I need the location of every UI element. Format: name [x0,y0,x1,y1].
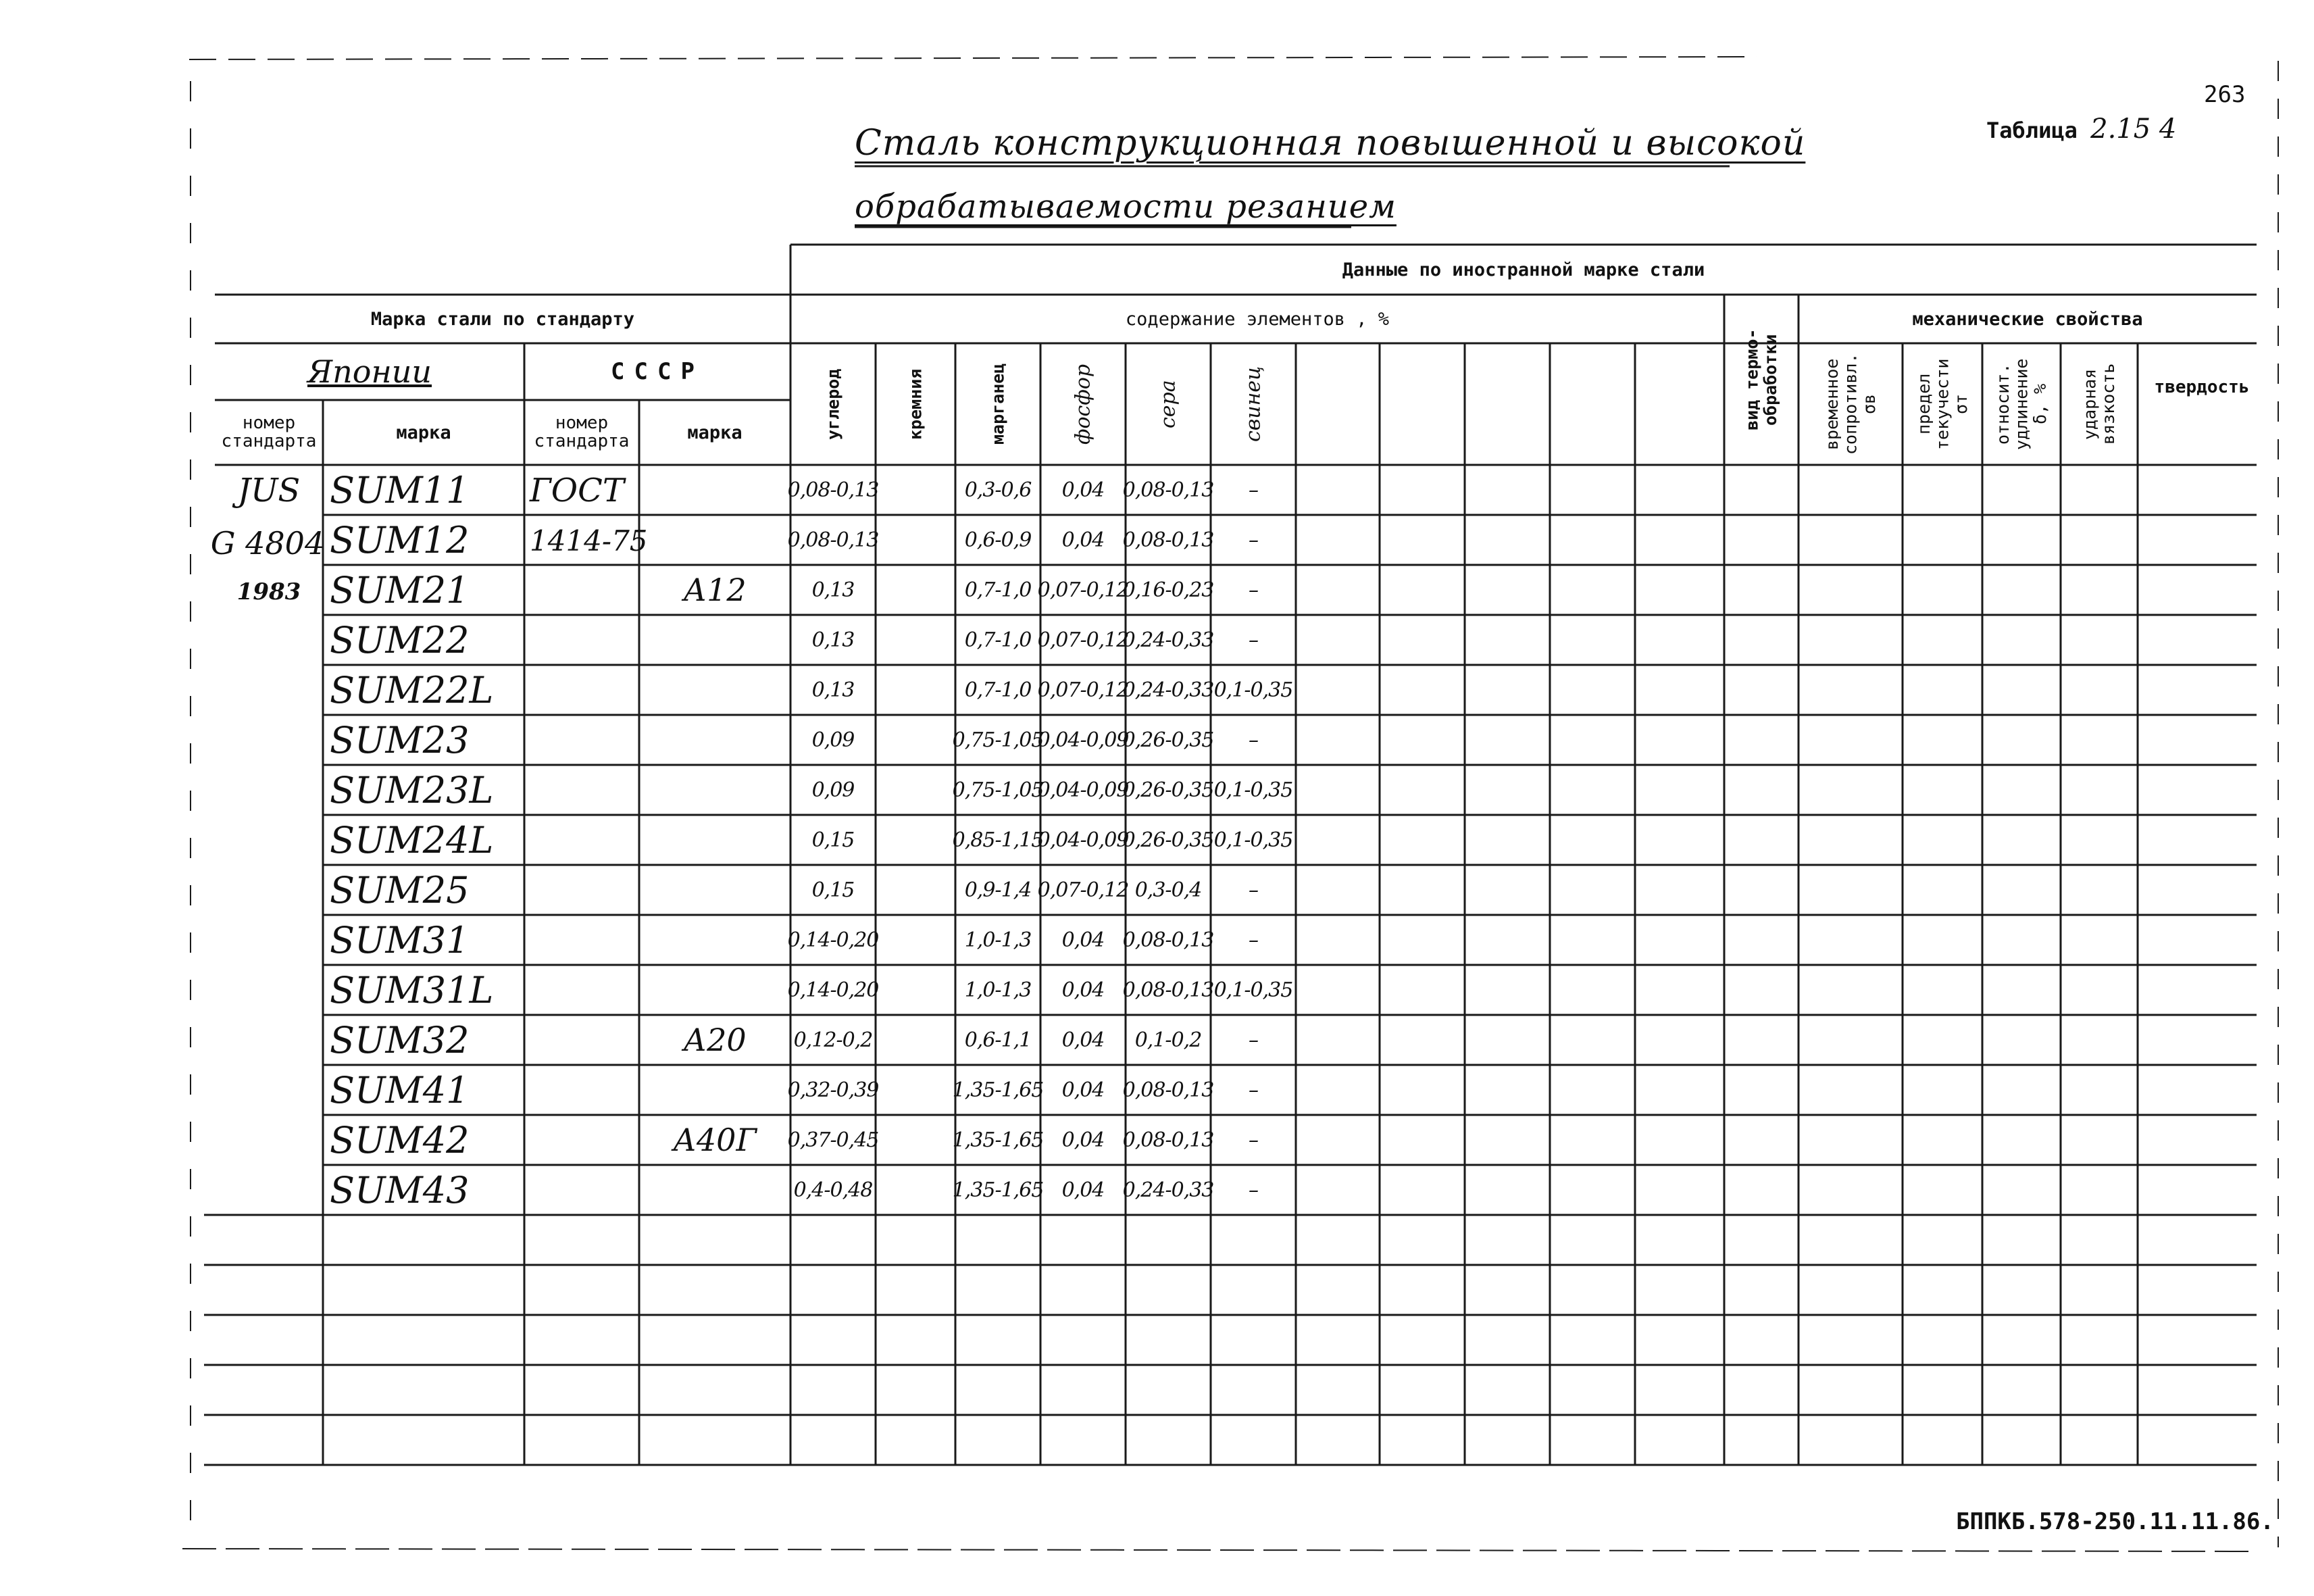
grade-cell: SUM43 [330,1168,470,1212]
grade-cell: SUM11 [330,468,470,512]
phosphorus-cell: 0,07-0,12 [1037,628,1129,652]
manganese-cell: 0,85-1,15 [952,828,1044,852]
header-manganese: марганец [988,363,1008,445]
phosphorus-cell: 0,04-0,09 [1037,828,1129,852]
header-mechanical: механические свойства [1912,308,2143,330]
header-grade: марка [396,422,451,443]
phosphorus-cell: 0,07-0,12 [1037,578,1129,602]
grade-cell: SUM42 [330,1118,470,1162]
grade-cell: SUM25 [330,868,470,912]
header-grade-by-standard: Марка стали по стандарту [370,308,635,330]
ussr-grade-cell [639,665,790,715]
grade-cell: SUM12 [330,518,470,562]
ussr-grade-cell: А12 [683,572,747,608]
grade-cell: SUM32 [330,1018,470,1062]
carbon-cell: 0,13 [811,628,855,652]
sulfur-cell: 0,24-0,33 [1122,628,1214,652]
lead-cell: – [1249,628,1258,652]
lead-cell: – [1249,928,1258,952]
page-number: 263 [2204,81,2246,108]
lead-cell: – [1249,878,1258,902]
lead-cell: – [1249,1078,1258,1102]
sulfur-cell: 0,3-0,4 [1134,878,1202,902]
lead-cell: 0,1-0,35 [1213,978,1293,1002]
lead-cell: – [1249,1128,1258,1152]
header-yield-strength: предел текучести σт [1913,358,1971,450]
grade-cell: SUM24L [330,818,494,862]
phosphorus-cell: 0,04 [1061,528,1105,552]
manganese-cell: 1,0-1,3 [964,978,1032,1002]
carbon-cell: 0,09 [811,728,855,752]
lead-cell: 0,1-0,35 [1213,828,1293,852]
carbon-cell: 0,08-0,13 [787,478,879,502]
phosphorus-cell: 0,04 [1061,1178,1105,1202]
header-heat-treatment: вид термо- обработки [1742,328,1780,431]
manganese-cell: 1,35-1,65 [952,1128,1044,1152]
header-elements-content: содержание элементов , % [1125,308,1390,330]
footer-code: БППКБ.578-250.11.11.86. [1956,1508,2274,1535]
header-japan: Японии [307,353,432,390]
carbon-cell: 0,32-0,39 [787,1078,879,1102]
gost-line-2: 1414-75 [530,524,648,557]
ussr-grade-cell [639,765,790,815]
ussr-grade-cell [639,615,790,665]
table-label-text: Таблица [1986,118,2078,143]
carbon-cell: 0,13 [811,578,855,602]
manganese-cell: 0,7-1,0 [964,578,1032,602]
sulfur-cell: 0,26-0,35 [1122,728,1214,752]
carbon-cell: 0,12-0,2 [793,1028,873,1052]
gost-line-1: ГОСТ [530,472,624,509]
carbon-cell: 0,14-0,20 [787,928,879,952]
phosphorus-cell: 0,04-0,09 [1037,728,1129,752]
manganese-cell: 0,7-1,0 [964,628,1032,652]
header-silicon: кремния [905,368,926,440]
sulfur-cell: 0,08-0,13 [1122,978,1214,1002]
manganese-cell: 1,35-1,65 [952,1078,1044,1102]
grade-cell: SUM22 [330,618,470,662]
phosphorus-cell: 0,04 [1061,978,1105,1002]
ussr-grade-cell [639,515,790,565]
phosphorus-cell: 0,07-0,12 [1037,678,1129,702]
sulfur-cell: 0,08-0,13 [1122,1128,1214,1152]
carbon-cell: 0,15 [811,828,855,852]
ussr-grade-cell [639,1065,790,1115]
header-ussr: СССР [611,358,704,385]
header-ussr-std-number: номер стандарта [534,412,630,451]
grade-cell: SUM31 [330,918,470,962]
ussr-grade-cell [639,815,790,865]
carbon-cell: 0,4-0,48 [793,1178,873,1202]
grade-cell: SUM41 [330,1068,470,1112]
grade-cell: SUM23L [330,768,494,812]
ussr-grade-cell [639,715,790,765]
jp-standard-line-2: G 4804 [210,525,325,562]
phosphorus-cell: 0,07-0,12 [1037,878,1129,902]
lead-cell: – [1249,578,1258,602]
manganese-cell: 0,6-0,9 [964,528,1032,552]
sulfur-cell: 0,08-0,13 [1122,478,1214,502]
phosphorus-cell: 0,04 [1061,478,1105,502]
carbon-cell: 0,37-0,45 [787,1128,879,1152]
manganese-cell: 0,75-1,05 [952,728,1044,752]
sulfur-cell: 0,08-0,13 [1122,928,1214,952]
sulfur-cell: 0,26-0,35 [1122,828,1214,852]
sulfur-cell: 0,26-0,35 [1122,778,1214,802]
header-std-number: номер стандарта [221,412,317,451]
sulfur-cell: 0,08-0,13 [1122,1078,1214,1102]
lead-cell: – [1249,478,1258,502]
phosphorus-cell: 0,04 [1061,928,1105,952]
header-foreign-data: Данные по иностранной марке стали [1342,259,1705,280]
manganese-cell: 0,3-0,6 [964,478,1032,502]
grade-cell: SUM22L [330,668,494,712]
lead-cell: – [1249,728,1258,752]
manganese-cell: 0,7-1,0 [964,678,1032,702]
phosphorus-cell: 0,04-0,09 [1037,778,1129,802]
title-line-2: обрабатываемости резанием [855,188,1397,226]
manganese-cell: 1,0-1,3 [964,928,1032,952]
phosphorus-cell: 0,04 [1061,1078,1105,1102]
jp-standard-line-1: JUS [237,472,301,509]
manganese-cell: 1,35-1,65 [952,1178,1044,1202]
lead-cell: 0,1-0,35 [1213,778,1293,802]
ussr-grade-cell [639,965,790,1015]
ussr-grade-cell: А40Г [673,1122,757,1158]
sulfur-cell: 0,24-0,33 [1122,1178,1214,1202]
header-impact: ударная вязкость [2080,363,2118,445]
title-line-1: Сталь конструкционная повышенной и высокой [855,123,1806,164]
lead-cell: 0,1-0,35 [1213,678,1293,702]
header-tensile-strength: временное сопротивл. σв [1821,353,1879,455]
grade-cell: SUM23 [330,718,470,762]
phosphorus-cell: 0,04 [1061,1128,1105,1152]
ussr-grade-cell [639,865,790,915]
manganese-cell: 0,9-1,4 [964,878,1032,902]
carbon-cell: 0,15 [811,878,855,902]
carbon-cell: 0,14-0,20 [787,978,879,1002]
sulfur-cell: 0,16-0,23 [1122,578,1214,602]
carbon-cell: 0,09 [811,778,855,802]
jp-standard-line-3: 1983 [236,578,301,605]
phosphorus-cell: 0,04 [1061,1028,1105,1052]
table-number: 2.15 4 [2090,114,2177,145]
manganese-cell: 0,75-1,05 [952,778,1044,802]
carbon-cell: 0,08-0,13 [787,528,879,552]
header-sulfur: сера [1156,380,1180,428]
lead-cell: – [1249,1178,1258,1202]
header-lead: свинец [1241,366,1265,443]
sulfur-cell: 0,08-0,13 [1122,528,1214,552]
ussr-grade-cell [639,465,790,515]
grade-cell: SUM21 [330,568,470,612]
sulfur-cell: 0,1-0,2 [1134,1028,1202,1052]
grade-cell: SUM31L [330,968,494,1012]
lead-cell: – [1249,1028,1258,1052]
ussr-grade-cell [639,1165,790,1215]
ussr-grade-cell [639,915,790,965]
carbon-cell: 0,13 [811,678,855,702]
lead-cell: – [1249,528,1258,552]
manganese-cell: 0,6-1,1 [964,1028,1032,1052]
ussr-grade-cell: А20 [683,1022,747,1058]
header-phosphorus: фосфор [1071,364,1095,445]
sulfur-cell: 0,24-0,33 [1122,678,1214,702]
header-ussr-grade: марка [687,422,743,443]
header-carbon: углерод [823,368,843,440]
header-hardness: твердость [2154,377,2250,397]
header-elongation: относит. удлинение δ, % [1992,358,2050,450]
